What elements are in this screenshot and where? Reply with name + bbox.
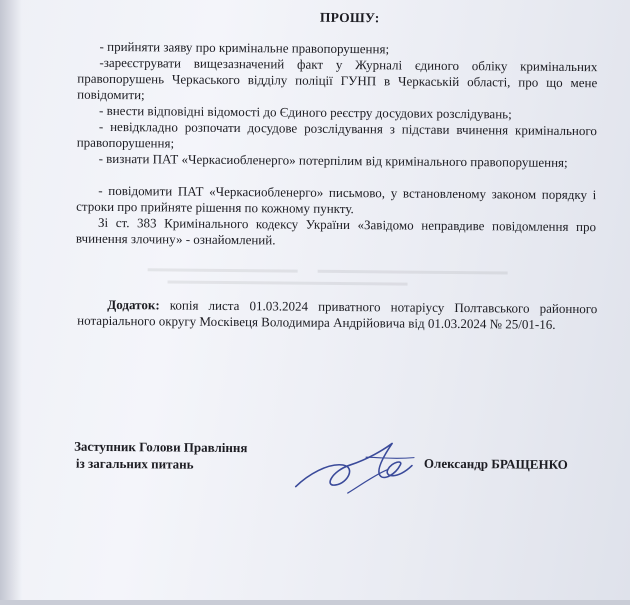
position-line-1: Заступник Голови Правління	[74, 438, 248, 456]
addendum	[77, 297, 597, 334]
signatory-name: Олександр БРАЩЕНКО	[423, 455, 568, 472]
request-item-6: - повідомити ПАТ «Черкасиобленерго» письмово, у встановленому законом порядку і строки про прийняте рішення по кожному пункту.	[76, 182, 597, 217]
request-item-4: - невідкладно розпочати досудове розслідування з підстави вчинення кримінального правопорушення;	[76, 118, 597, 151]
request-item-5: - визнати ПАТ «Черкасиобленерго» потерпілим від кримінального правопорушення;	[98, 150, 568, 170]
bleed-through-text	[137, 264, 517, 291]
handwritten-signature	[288, 435, 429, 506]
addendum-label: Додаток:	[107, 296, 160, 313]
position-line-2: із загальних питань	[75, 455, 194, 472]
addendum-text: копія листа 01.03.2024 приватного нотаріусу Полтавського районного нотаріального округу Москівеця Володимира Андрійовича від 01.03.2024 № 25/01-16.	[77, 297, 598, 332]
request-item-2: -зареєструвати вищезазначений факт у Журналі єдиного обліку кримінальних правопорушень Черкаського відділу поліції ГУНП в Черкаській області, про що мене повідомити;	[77, 54, 598, 103]
criminal-code-warning: Зі ст. 383 Кримінального кодексу України «Завідомо неправдиве повідомлення про вчинення злочину» - ознайомлений.	[75, 214, 597, 248]
request-item-3: - внести відповідні відомості до Єдиного реєстру досудових розслідувань;	[98, 102, 512, 122]
request-item-1: - прийняти заяву про кримінальне правопорушення;	[99, 38, 390, 57]
signatory-position	[74, 438, 248, 474]
request-heading: ПРОШУ:	[319, 9, 380, 26]
